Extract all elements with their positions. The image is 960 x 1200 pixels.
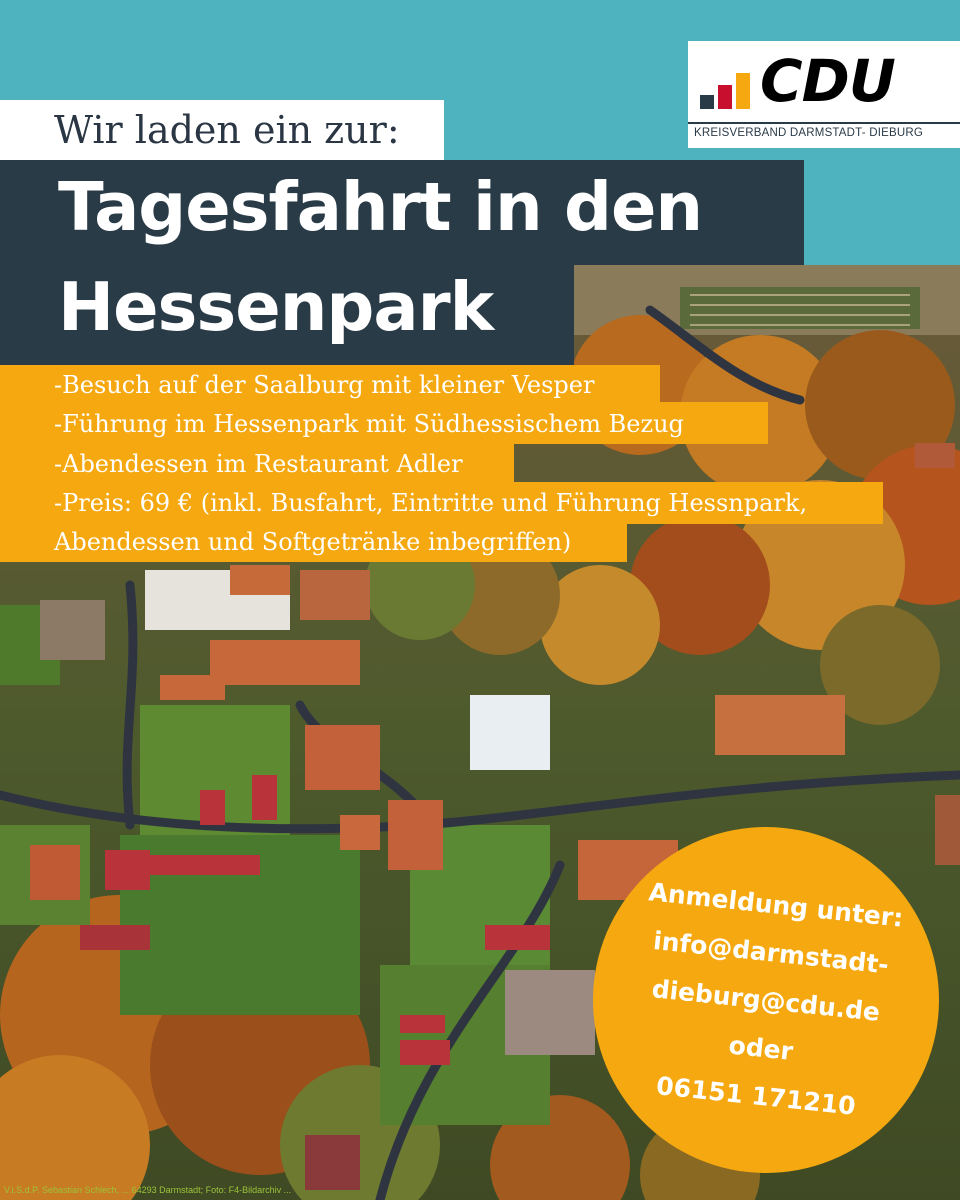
logo-wordmark: CDU — [760, 47, 895, 115]
title-line-1: Tagesfahrt in den — [58, 168, 703, 246]
registration-heading: Anmeldung unter: — [647, 877, 905, 933]
detail-preis: -Preis: 69 € (inkl. Busfahrt, Eintritte und Führung Hessnpark, — [54, 489, 808, 517]
photo-credit: V.i.S.d.P. Sebastian Schlech, ... 64293 Darmstadt; Foto: F4-Bildarchiv ... — [4, 1185, 292, 1195]
title-line-2: Hessenpark — [58, 268, 494, 346]
detail-abendessen: -Abendessen im Restaurant Adler — [54, 450, 463, 478]
logo-bars-icon — [700, 69, 760, 109]
detail-saalburg: -Besuch auf der Saalburg mit kleiner Vesper — [54, 371, 595, 399]
registration-phone: 06151 171210 — [654, 1071, 857, 1121]
detail-preis-cont: Abendessen und Softgetränke inbegriffen) — [54, 528, 572, 556]
registration-or: oder — [727, 1030, 795, 1067]
registration-email-2: dieburg@cdu.de — [650, 974, 882, 1027]
intro-text: Wir laden ein zur: — [54, 108, 400, 152]
detail-fuehrung: -Führung im Hessenpark mit Südhessischem Bezug — [54, 410, 684, 438]
registration-email-1: info@darmstadt- — [651, 925, 891, 980]
cdu-logo — [688, 41, 960, 148]
logo-divider — [688, 122, 960, 124]
logo-subtitle: KREISVERBAND DARMSTADT- DIEBURG — [694, 127, 923, 139]
